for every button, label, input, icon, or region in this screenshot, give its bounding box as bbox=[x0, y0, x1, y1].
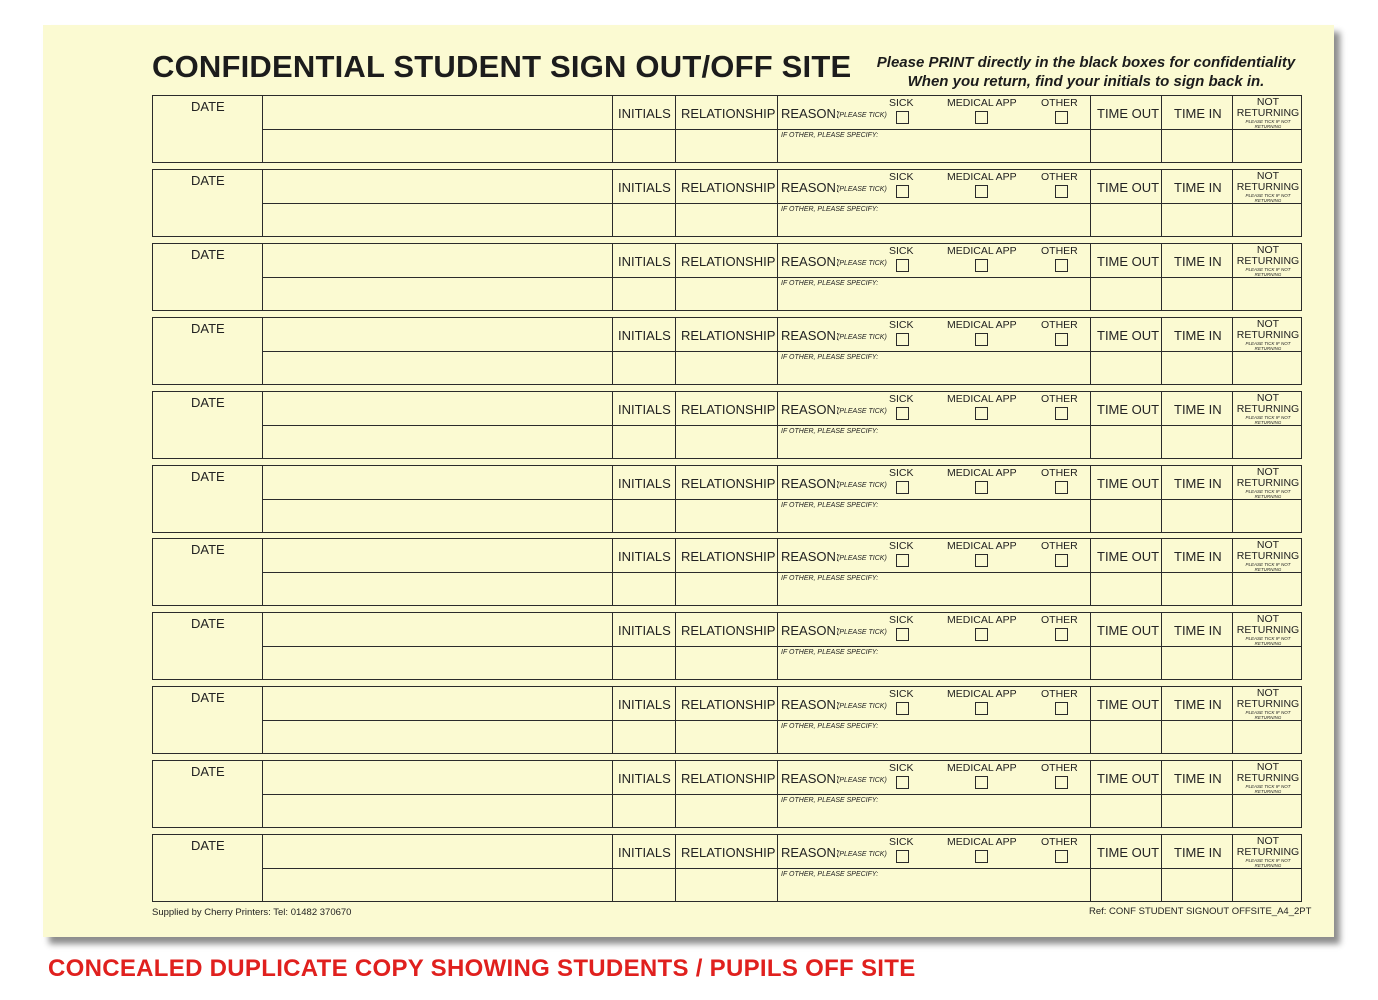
not-label: NOT bbox=[1256, 243, 1280, 256]
sick-checkbox[interactable] bbox=[896, 554, 909, 567]
other-label: OTHER bbox=[1041, 392, 1078, 405]
returning-label: RETURNING bbox=[1236, 180, 1300, 193]
other-checkbox[interactable] bbox=[1055, 481, 1068, 494]
returning-label: RETURNING bbox=[1236, 698, 1300, 711]
name-box-bottom[interactable] bbox=[264, 131, 610, 162]
name-box-top[interactable] bbox=[264, 245, 610, 276]
medical-app-checkbox[interactable] bbox=[975, 628, 988, 641]
time-in-label: TIME IN bbox=[1174, 253, 1222, 269]
medical-app-checkbox[interactable] bbox=[975, 407, 988, 420]
reason-label: REASON: bbox=[781, 697, 840, 713]
not-returning-hint: PLEASE TICK IF NOT RETURNING bbox=[1245, 414, 1291, 425]
time-in-label: TIME IN bbox=[1174, 697, 1222, 713]
relationship-label: RELATIONSHIP bbox=[681, 549, 776, 565]
sick-label: SICK bbox=[889, 836, 914, 848]
relationship-label: RELATIONSHIP bbox=[681, 253, 776, 269]
date-label: DATE bbox=[191, 320, 225, 336]
not-label: NOT bbox=[1256, 317, 1280, 330]
not-returning-hint: PLEASE TICK IF NOT RETURNING bbox=[1245, 266, 1291, 277]
other-label: OTHER bbox=[1041, 614, 1078, 627]
date-label: DATE bbox=[191, 690, 225, 706]
other-specify-label: IF OTHER, PLEASE SPECIFY: bbox=[781, 871, 879, 878]
row-midline bbox=[262, 572, 1301, 573]
not-label: NOT bbox=[1256, 391, 1280, 404]
medical-app-label: MEDICAL APP bbox=[947, 244, 1017, 257]
returning-label: RETURNING bbox=[1236, 476, 1300, 489]
reason-hint: (PLEASE TICK) bbox=[837, 407, 887, 415]
other-checkbox[interactable] bbox=[1055, 111, 1068, 124]
not-returning-hint: PLEASE TICK IF NOT RETURNING bbox=[1245, 858, 1291, 868]
sick-label: SICK bbox=[889, 318, 914, 331]
row-midline bbox=[262, 129, 1301, 130]
time-in-label: TIME IN bbox=[1174, 401, 1222, 417]
reason-label: REASON: bbox=[781, 475, 840, 491]
name-box-bottom[interactable] bbox=[264, 279, 610, 310]
not-label: NOT bbox=[1256, 539, 1280, 552]
sign-out-row bbox=[152, 243, 1302, 311]
reason-hint: (PLEASE TICK) bbox=[837, 112, 887, 119]
medical-app-label: MEDICAL APP bbox=[947, 836, 1017, 848]
other-label: OTHER bbox=[1041, 318, 1078, 331]
form-title: CONFIDENTIAL STUDENT SIGN OUT/OFF SITE bbox=[152, 49, 852, 84]
not-returning-hint: PLEASE TICK IF NOT RETURNING bbox=[1245, 562, 1291, 573]
relationship-label: RELATIONSHIP bbox=[681, 475, 776, 491]
not-label: NOT bbox=[1256, 96, 1280, 108]
medical-app-label: MEDICAL APP bbox=[947, 97, 1017, 109]
name-box-top[interactable] bbox=[264, 467, 610, 498]
date-label: DATE bbox=[191, 99, 225, 114]
medical-app-checkbox[interactable] bbox=[975, 259, 988, 272]
instruction-line-1: Please PRINT directly in the black boxes for confidentiality bbox=[876, 54, 1296, 71]
row-midline bbox=[262, 277, 1301, 278]
medical-app-label: MEDICAL APP bbox=[947, 688, 1017, 701]
initials-label: INITIALS bbox=[618, 401, 671, 417]
sick-label: SICK bbox=[889, 97, 914, 109]
sign-out-row bbox=[152, 317, 1302, 385]
other-specify-label: IF OTHER, PLEASE SPECIFY: bbox=[781, 797, 879, 805]
time-out-label: TIME OUT bbox=[1097, 697, 1160, 713]
initials-label: INITIALS bbox=[618, 697, 671, 713]
time-in-label: TIME IN bbox=[1174, 623, 1222, 639]
returning-label: RETURNING bbox=[1236, 328, 1300, 341]
other-specify-label: IF OTHER, PLEASE SPECIFY: bbox=[781, 205, 879, 213]
time-out-label: TIME OUT bbox=[1097, 401, 1160, 417]
name-box-bottom[interactable] bbox=[264, 722, 610, 753]
sign-out-row bbox=[152, 465, 1302, 533]
name-box-bottom[interactable] bbox=[264, 574, 610, 605]
not-returning-hint: PLEASE TICK IF NOT RETURNING bbox=[1245, 340, 1291, 351]
instruction-line-2: When you return, find your initials to sign back in. bbox=[907, 73, 1265, 90]
sick-checkbox[interactable] bbox=[896, 776, 909, 789]
other-checkbox[interactable] bbox=[1055, 333, 1068, 346]
other-checkbox[interactable] bbox=[1055, 407, 1068, 420]
reason-hint: (PLEASE TICK) bbox=[837, 555, 887, 563]
name-box-bottom[interactable] bbox=[264, 501, 610, 532]
time-out-label: TIME OUT bbox=[1097, 106, 1160, 121]
name-box-bottom[interactable] bbox=[264, 353, 610, 384]
sick-checkbox[interactable] bbox=[896, 628, 909, 641]
reason-label: REASON: bbox=[781, 845, 840, 860]
row-midline bbox=[262, 203, 1301, 204]
sick-label: SICK bbox=[889, 540, 914, 553]
time-out-label: TIME OUT bbox=[1097, 475, 1160, 491]
sick-label: SICK bbox=[889, 170, 914, 183]
reason-hint: (PLEASE TICK) bbox=[837, 259, 887, 267]
relationship-label: RELATIONSHIP bbox=[681, 106, 776, 121]
sick-checkbox[interactable] bbox=[896, 111, 909, 124]
date-label: DATE bbox=[191, 542, 225, 558]
other-specify-label: IF OTHER, PLEASE SPECIFY: bbox=[781, 427, 879, 435]
time-in-label: TIME IN bbox=[1174, 475, 1222, 491]
sign-out-row bbox=[152, 538, 1302, 606]
medical-app-checkbox[interactable] bbox=[975, 850, 988, 863]
medical-app-label: MEDICAL APP bbox=[947, 466, 1017, 479]
name-box-top[interactable] bbox=[264, 97, 610, 128]
medical-app-checkbox[interactable] bbox=[975, 776, 988, 789]
not-label: NOT bbox=[1256, 613, 1280, 626]
name-box-top[interactable] bbox=[264, 688, 610, 719]
row-midline bbox=[262, 794, 1301, 795]
supplier-footer: Supplied by Cherry Printers: Tel: 01482 370670 bbox=[152, 907, 352, 918]
duplicate-copy-banner: CONCEALED DUPLICATE COPY SHOWING STUDENTS / PUPILS OFF SITE bbox=[48, 955, 916, 982]
other-label: OTHER bbox=[1041, 170, 1078, 183]
returning-label: RETURNING bbox=[1236, 624, 1300, 637]
initials-label: INITIALS bbox=[618, 845, 671, 860]
other-label: OTHER bbox=[1041, 244, 1078, 257]
sign-out-row bbox=[152, 169, 1302, 237]
reference-footer: Ref: CONF STUDENT SIGNOUT OFFSITE_A4_2PT bbox=[1089, 906, 1312, 917]
not-returning-hint: PLEASE TICK IF NOT RETURNING bbox=[1245, 636, 1291, 647]
sick-checkbox[interactable] bbox=[896, 333, 909, 346]
reason-label: REASON: bbox=[781, 327, 840, 343]
other-label: OTHER bbox=[1041, 762, 1078, 775]
other-specify-label: IF OTHER, PLEASE SPECIFY: bbox=[781, 501, 879, 509]
sick-checkbox[interactable] bbox=[896, 850, 909, 863]
name-box-top[interactable] bbox=[264, 540, 610, 571]
reason-label: REASON: bbox=[781, 106, 840, 121]
medical-app-checkbox[interactable] bbox=[975, 333, 988, 346]
medical-app-label: MEDICAL APP bbox=[947, 762, 1017, 775]
name-box-top[interactable] bbox=[264, 393, 610, 424]
date-label: DATE bbox=[191, 246, 225, 262]
reason-hint: (PLEASE TICK) bbox=[837, 481, 887, 489]
row-midline bbox=[262, 499, 1301, 500]
not-label: NOT bbox=[1256, 761, 1280, 774]
name-box-bottom[interactable] bbox=[264, 796, 610, 827]
other-specify-label: IF OTHER, PLEASE SPECIFY: bbox=[781, 723, 879, 731]
sick-checkbox[interactable] bbox=[896, 702, 909, 715]
sick-checkbox[interactable] bbox=[896, 407, 909, 420]
medical-app-label: MEDICAL APP bbox=[947, 540, 1017, 553]
not-returning-hint: PLEASE TICK IF NOT RETURNING bbox=[1245, 119, 1291, 129]
name-box-bottom[interactable] bbox=[264, 205, 610, 236]
other-label: OTHER bbox=[1041, 97, 1078, 109]
other-specify-label: IF OTHER, PLEASE SPECIFY: bbox=[781, 575, 879, 583]
time-in-label: TIME IN bbox=[1174, 327, 1222, 343]
medical-app-label: MEDICAL APP bbox=[947, 614, 1017, 627]
not-returning-hint: PLEASE TICK IF NOT RETURNING bbox=[1245, 784, 1291, 795]
time-out-label: TIME OUT bbox=[1097, 549, 1160, 565]
reason-hint: (PLEASE TICK) bbox=[837, 333, 887, 341]
sick-label: SICK bbox=[889, 688, 914, 701]
relationship-label: RELATIONSHIP bbox=[681, 697, 776, 713]
not-label: NOT bbox=[1256, 465, 1280, 478]
reason-label: REASON: bbox=[781, 771, 840, 787]
initials-label: INITIALS bbox=[618, 327, 671, 343]
row-midline bbox=[262, 646, 1301, 647]
date-label: DATE bbox=[191, 394, 225, 410]
time-in-label: TIME IN bbox=[1174, 771, 1222, 787]
other-checkbox[interactable] bbox=[1055, 702, 1068, 715]
name-box-bottom[interactable] bbox=[264, 427, 610, 458]
returning-label: RETURNING bbox=[1236, 402, 1300, 415]
date-label: DATE bbox=[191, 764, 225, 780]
sign-out-row bbox=[152, 834, 1302, 902]
reason-hint: (PLEASE TICK) bbox=[837, 629, 887, 637]
name-box-bottom[interactable] bbox=[264, 870, 610, 901]
sick-checkbox[interactable] bbox=[896, 259, 909, 272]
sick-checkbox[interactable] bbox=[896, 481, 909, 494]
returning-label: RETURNING bbox=[1236, 846, 1300, 858]
sign-out-row bbox=[152, 391, 1302, 459]
relationship-label: RELATIONSHIP bbox=[681, 327, 776, 343]
sign-out-row bbox=[152, 760, 1302, 828]
time-in-label: TIME IN bbox=[1174, 179, 1222, 195]
reason-label: REASON: bbox=[781, 401, 840, 417]
other-checkbox[interactable] bbox=[1055, 628, 1068, 641]
initials-label: INITIALS bbox=[618, 549, 671, 565]
reason-label: REASON: bbox=[781, 253, 840, 269]
returning-label: RETURNING bbox=[1236, 107, 1300, 119]
medical-app-checkbox[interactable] bbox=[975, 481, 988, 494]
name-box-top[interactable] bbox=[264, 836, 610, 867]
initials-label: INITIALS bbox=[618, 475, 671, 491]
date-label: DATE bbox=[191, 838, 225, 853]
date-label: DATE bbox=[191, 172, 225, 188]
name-box-top[interactable] bbox=[264, 319, 610, 350]
sign-out-row bbox=[152, 686, 1302, 754]
medical-app-checkbox[interactable] bbox=[975, 702, 988, 715]
medical-app-checkbox[interactable] bbox=[975, 185, 988, 198]
medical-app-label: MEDICAL APP bbox=[947, 170, 1017, 183]
reason-hint: (PLEASE TICK) bbox=[837, 185, 887, 193]
date-label: DATE bbox=[191, 468, 225, 484]
initials-label: INITIALS bbox=[618, 179, 671, 195]
sick-label: SICK bbox=[889, 466, 914, 479]
returning-label: RETURNING bbox=[1236, 254, 1300, 267]
sick-label: SICK bbox=[889, 614, 914, 627]
not-label: NOT bbox=[1256, 687, 1280, 700]
relationship-label: RELATIONSHIP bbox=[681, 401, 776, 417]
sick-label: SICK bbox=[889, 392, 914, 405]
reason-hint: (PLEASE TICK) bbox=[837, 851, 887, 858]
other-checkbox[interactable] bbox=[1055, 554, 1068, 567]
other-checkbox[interactable] bbox=[1055, 185, 1068, 198]
other-checkbox[interactable] bbox=[1055, 850, 1068, 863]
medical-app-label: MEDICAL APP bbox=[947, 392, 1017, 405]
reason-label: REASON: bbox=[781, 179, 840, 195]
other-specify-label: IF OTHER, PLEASE SPECIFY: bbox=[781, 132, 879, 139]
other-checkbox[interactable] bbox=[1055, 776, 1068, 789]
returning-label: RETURNING bbox=[1236, 772, 1300, 785]
relationship-label: RELATIONSHIP bbox=[681, 179, 776, 195]
time-in-label: TIME IN bbox=[1174, 106, 1222, 121]
time-out-label: TIME OUT bbox=[1097, 253, 1160, 269]
initials-label: INITIALS bbox=[618, 623, 671, 639]
name-box-top[interactable] bbox=[264, 614, 610, 645]
sick-label: SICK bbox=[889, 762, 914, 775]
other-label: OTHER bbox=[1041, 540, 1078, 553]
time-in-label: TIME IN bbox=[1174, 845, 1222, 860]
instructions-note bbox=[860, 53, 1312, 91]
time-out-label: TIME OUT bbox=[1097, 623, 1160, 639]
row-midline bbox=[262, 868, 1301, 869]
not-label: NOT bbox=[1256, 169, 1280, 182]
other-label: OTHER bbox=[1041, 466, 1078, 479]
reason-hint: (PLEASE TICK) bbox=[837, 777, 887, 785]
other-specify-label: IF OTHER, PLEASE SPECIFY: bbox=[781, 279, 879, 287]
name-box-top[interactable] bbox=[264, 171, 610, 202]
relationship-label: RELATIONSHIP bbox=[681, 771, 776, 787]
initials-label: INITIALS bbox=[618, 106, 671, 121]
not-returning-hint: PLEASE TICK IF NOT RETURNING bbox=[1245, 192, 1291, 203]
time-in-label: TIME IN bbox=[1174, 549, 1222, 565]
name-box-bottom[interactable] bbox=[264, 648, 610, 679]
not-returning-hint: PLEASE TICK IF NOT RETURNING bbox=[1245, 710, 1291, 721]
sick-checkbox[interactable] bbox=[896, 185, 909, 198]
sign-out-row bbox=[152, 612, 1302, 680]
returning-label: RETURNING bbox=[1236, 550, 1300, 563]
name-box-top[interactable] bbox=[264, 762, 610, 793]
sign-out-row bbox=[152, 95, 1302, 163]
time-out-label: TIME OUT bbox=[1097, 771, 1160, 787]
other-specify-label: IF OTHER, PLEASE SPECIFY: bbox=[781, 649, 879, 657]
time-out-label: TIME OUT bbox=[1097, 327, 1160, 343]
other-label: OTHER bbox=[1041, 836, 1078, 848]
row-midline bbox=[262, 425, 1301, 426]
medical-app-label: MEDICAL APP bbox=[947, 318, 1017, 331]
not-label: NOT bbox=[1256, 835, 1280, 847]
time-out-label: TIME OUT bbox=[1097, 179, 1160, 195]
reason-label: REASON: bbox=[781, 623, 840, 639]
date-label: DATE bbox=[191, 616, 225, 632]
other-checkbox[interactable] bbox=[1055, 259, 1068, 272]
row-midline bbox=[262, 351, 1301, 352]
not-returning-hint: PLEASE TICK IF NOT RETURNING bbox=[1245, 488, 1291, 499]
initials-label: INITIALS bbox=[618, 771, 671, 787]
other-specify-label: IF OTHER, PLEASE SPECIFY: bbox=[781, 353, 879, 361]
reason-label: REASON: bbox=[781, 549, 840, 565]
medical-app-checkbox[interactable] bbox=[975, 554, 988, 567]
sick-label: SICK bbox=[889, 244, 914, 257]
time-out-label: TIME OUT bbox=[1097, 845, 1160, 860]
reason-hint: (PLEASE TICK) bbox=[837, 703, 887, 711]
relationship-label: RELATIONSHIP bbox=[681, 845, 776, 860]
initials-label: INITIALS bbox=[618, 253, 671, 269]
row-midline bbox=[262, 720, 1301, 721]
relationship-label: RELATIONSHIP bbox=[681, 623, 776, 639]
other-label: OTHER bbox=[1041, 688, 1078, 701]
medical-app-checkbox[interactable] bbox=[975, 111, 988, 124]
